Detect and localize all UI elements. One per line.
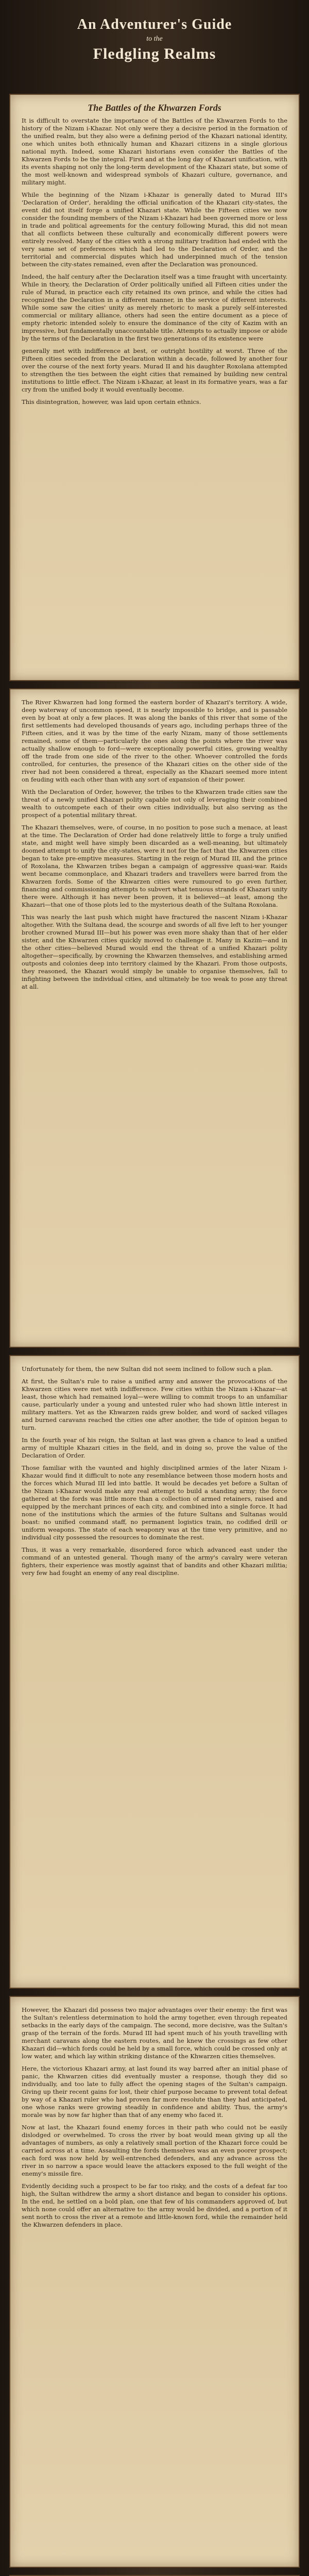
body-paragraph: Here, the victorious Khazari army, at last found its way barred after an initial phase of panic, the Khwarzen cities did eventually muster a response, though they did so individually, and too late to fully affect the opening stages of the Sultan's campaign. Giving up their recent gains for lost, their chief purpose became to prevent total defeat by way of a Khazari ruler who had proven far more resolute than they had anticipated, one whose ranks were growing steadily in confidence and ability. Thus, the army's morale was by now far higher than that of any enemy who faced it. [22,2065,287,2119]
body-paragraph: Thus, it was a very remarkable, disordered force which advanced east under the command of an untested general. Though many of the army's cavalry were veteran fighters, their experience was mostly against that of bandits and other Khazari militia; very few had fought an enemy of any real discipline. [22,1546,287,1577]
body-paragraph: Now at last, the Khazari found enemy forces in their path who could not be easily dislodged or overwhelmed. To cross the river by boat would mean giving up all the advantages of numbers, as only a relatively small portion of the Khazari force could be carried across at a time. Assaulting the fords themselves was an even poorer prospect; each ford was now held by well-entrenched defenders, and any advance across the river in so narrow a space would leave the attackers exposed to the full weight of the enemy's missile fire. [22,2124,287,2177]
body-paragraph: generally met with indifference at best, or outright hostility at worst. Three of the Fifteen cities seceded from the Declaration within a decade, followed by another four over the course of the next forty years. Murad II and his daughter Roxolana attempted to strengthen the ties between the eight cities that remained by building new central institutions to little effect. The Nizam i-Khazar, at least in its formative years, was a far cry from the unified body it would eventually become. [22,347,287,393]
parchment-page-1 [9,94,300,681]
body-paragraph: The River Khwarzen had long formed the eastern border of Khazari's territory. A wide, deep waterway of uncommon speed, it is nearly impossible to bridge, and is passable even by boat at only a few places. It was along the banks of this river that some of the first settlements had developed thousands of years ago, including perhaps three of the Fifteen cities, and it was by the time of the early Nizam, many of those settlements remained, some of them—particularly the ones along the points where the river was actually shallow enough to ford—were exceptionally powerful cities, growing wealthy off the trade from one side of the river to the other. Whoever controlled the fords controlled, for centuries, the presence of the Khazari cities on the other side of the river had not been considered a threat, especially as the Khazari seemed more intent on feuding with each other than with any sort of expansion of their power. [22,699,287,783]
parchment-page-3 [9,1355,300,1989]
guide-header [5,6,304,94]
body-paragraph: Evidently deciding such a prospect to be far too risky, and the costs of a defeat far too high, the Sultan withdrew the army a short distance and began to consider his options. In the end, he settled on a bold plan, one that few of his commanders approved of, but which none could offer an alternative to: the army would be divided, and a portion of it sent north to cross the river at a remote and little-known ford, while the remainder held the Khwarzen defenders in place. [22,2182,287,2228]
body-paragraph: In the fourth year of his reign, the Sultan at last was given a chance to lead a unified army of multiple Khazari cities in the field, and in doing so, prove the value of the Declaration of Order. [22,1436,287,1459]
body-paragraph: However, the Khazari did possess two major advantages over their enemy: the first was the Sultan's relentless determination to hold the army together, even through repeated setbacks in the early days of the campaign. The second, more decisive, was the Sultan's grasp of the terrain of the fords. Murad III had spent much of his youth travelling with merchant caravans along the eastern routes, and he knew the crossings as few other Khazari did—which fords could be held by a small force, which could be crossed only at low water, and which lay within striking distance of the Khwarzen cities themselves. [22,2006,287,2060]
section-heading: The Battles of the Khwarzen Fords [88,103,221,113]
parchment-page-2 [9,688,300,1348]
body-paragraph: Those familiar with the vaunted and highly disciplined armies of the later Nizam i-Khazar would find it difficult to note any resemblance between those modern hosts and the forces which Murad III led into battle. It would be decades yet before a Sultan of the Nizam i-Khazar would make any real attempt to build a standing army; the force gathered at the fords was little more than a collection of armed retainers, raised and equipped by the merchant princes of each city, and combined into a single force. It had none of the institutions which the armies of the future Sultans and Sultanas would boast: no unified command staff, no permanent logistics train, no codified drill or uniform weapons. The state of each weaponry was at the time very primitive, and no individual city possessed the resources to dominate the rest. [22,1464,287,1541]
body-paragraph: While the beginning of the Nizam i-Khazar is generally dated to Murad III's 'Declaration of Order', heralding the official unification of the Khazari city-states, the event did not itself forge a unified Khazari state. While the Fifteen cities we now consider the founding members of the Nizam i-Khazari had been governed more or less in trade and political agreements for the century following Murad, this did not mean that all conflicts between these culturally and economically different powers were entirely resolved. Many of the cities with a strong military tradition had ended with the very same set of preferences which had led to the Declaration of Order, and the territorial and commercial disputes which had underpinned much of the tension between the city-states remained, even after the Declaration was pronounced. [22,191,287,268]
body-paragraph: With the Declaration of Order, however, the tribes to the Khwarzen trade cities saw the threat of a newly unified Khazari polity capable not only of leveraging their combined wealth to outcompete each of their own cities individually, but also serving as the prospect of a potential military threat. [22,788,287,819]
guide-title-line3: Fledgling Realms [93,45,216,62]
body-paragraph: At first, the Sultan's rule to raise a unified army and answer the provocations of the Khwarzen cities were met with indifference. Few cities within the Nizam i-Khazar—at least, those which had remained loyal—were willing to commit troops to an unfamiliar cause, particularly under a young and untested ruler who had shown little interest in military matters. Yet as the Khwarzen raids grew bolder, and word of sacked villages and burned caravans reached the cities one after another, the tide of opinion began to turn. [22,1378,287,1431]
body-paragraph: This was nearly the last push which might have fractured the nascent Nizam i-Khazar altogether. With the Sultana dead, the scourge and swords of all five left to her younger brother crowned Murad III—but his power was even more shaky than that of her elder sister, and the Khwarzen cities quickly moved to challenge it. Many in Kazim—and in the other cities—believed Murad would end the threat of a unified Khazari polity altogether—specifically, by crowning the Khwarzen themselves, and establishing armed outposts and colonies deep into territory claimed by the Khazari. From those outposts, they reasoned, the Khazari would simply be unable to organise themselves, fall to infighting between the individual cities, and ultimately be too weak to pose any threat at all. [22,913,287,990]
body-paragraph: Unfortunately for them, the new Sultan did not seem inclined to follow such a plan. [22,1365,273,1372]
guide-title-line2: to the [146,35,163,43]
body-paragraph: It is difficult to overstate the importance of the Battles of the Khwarzen Fords to the history of the Nizam i-Khazar. Not only were they a decisive period in the formation of the unified realm, but they also were a defining period of the Khazari national identity, one which unites both ethnically human and Khazari citizens in a single glorious national myth. Indeed, some Khazari historians even consider the Battles of the Khwarzen Fords to be the integral. First and at the long day of Khazari unification, with its events shaping not only the long-term development of the Khazari state, but some of the most well-known and widespread symbols of Khazari culture, governance, and military might. [22,117,287,186]
body-paragraph: This disintegration, however, was laid upon certain ethnics. [22,398,201,405]
body-paragraph: The Khazari themselves, were, of course, in no position to pose such a menace, at least at the time. The Declaration of Order had done relatively little to forge a truly unified state, and might well have simply been discarded as a well-meaning, but ultimately doomed attempt to unify the city-states, were it not for the fact that the Khwarzen cities began to take pre-emptive measures. Starting in the reign of Murad III, and the prince of Roxolana, the Khwarzen tribes began a campaign of aggressive quasi-war. Raids went became commonplace, and Khazari traders and travellers were barred from the Khwarzen fords. Some of the Khwarzen cities were rumoured to go even further, financing and commissioning attempts to subvert what tenuous strands of Khazari unity there were. Although it has never been proven, it is believed—at least, among the Khazari—that one of those plots led to the mysterious death of the Sultana Roxolana. [22,824,287,908]
guide-title-line1: An Adventurer's Guide [77,16,232,32]
parchment-page-4 [9,1996,300,2568]
body-paragraph: Indeed, the half century after the Declaration itself was a time fraught with uncertainty. While in theory, the Declaration of Order politically unified all Fifteen cities under the rule of Murad, in practice each city retained its own prince, and while the cities had recognized the Declaration in a different manner, in the service of different interests. While some saw the cities' unity as merely rhetoric to mask a purely self-interested commercial or military alliance, others had seen the entire document as a piece of empty rhetoric intended solely to ensure the dominance of the city of Kazim with an impressive, but fundamentally unaccountable title. Attempts to actually impose or abide by the terms of the Declaration in the first two generations of its existence were [22,273,287,342]
